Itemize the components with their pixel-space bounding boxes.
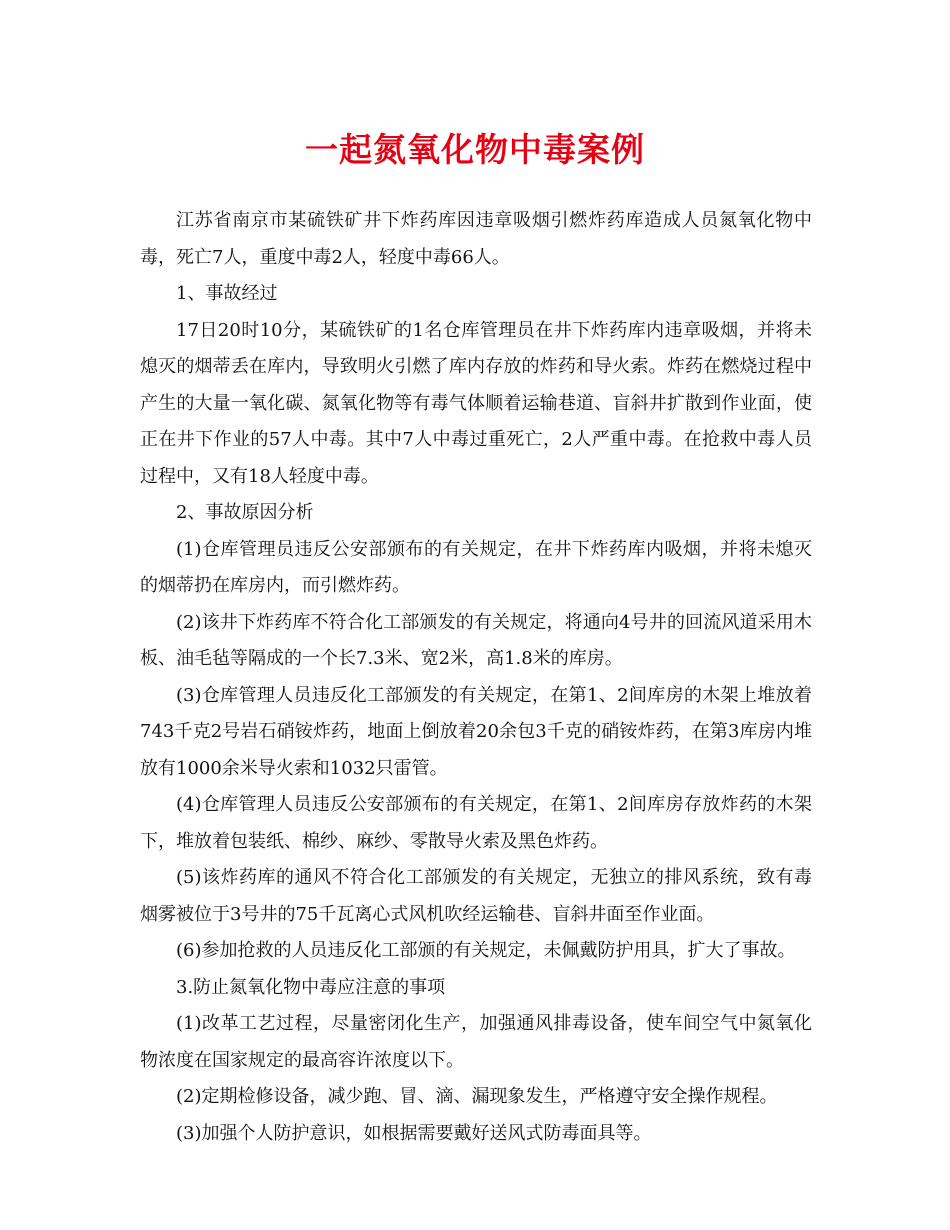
section-heading-cause-analysis: 2、事故原因分析 (176, 502, 314, 523)
paragraph-prevention-3: (3)加强个人防护意识，如根据需要戴好送风式防毒面具等。 (176, 1122, 652, 1144)
paragraph-cause-2: (2)该井下炸药库不符合化工部颁发的有关规定，将通向4号井的回流风道采用木板、油毛毡等隔成的一个长7.3米、宽2米，高1.8米的库房。 (140, 611, 812, 669)
paragraph-cause-3: (3)仓库管理人员违反化工部颁发的有关规定，在第1、2间库房的木架上堆放着743千克2号岩石硝铵炸药，地面上倒放着20余包3千克的硝铵炸药，在第3库房内堆放有1000余米导火索和1032只雷管。 (140, 684, 812, 779)
section-heading-accident-process: 1、事故经过 (176, 283, 278, 304)
paragraph-prevention-1: (1)改革工艺过程，尽量密闭化生产，加强通风排毒设备，使车间空气中氮氧化物浓度在国家规定的最高容许浓度以下。 (140, 1013, 812, 1071)
document-title: 一起氮氧化物中毒案例 (305, 130, 645, 169)
paragraph-cause-5: (5)该炸药库的通风不符合化工部颁发的有关规定，无独立的排风系统，致有毒烟雾被位于3号井的75千瓦离心式风机吹经运输巷、盲斜井面至作业面。 (140, 867, 812, 925)
paragraph-intro: 江苏省南京市某硫铁矿井下炸药库因违章吸烟引燃炸药库造成人员氮氧化物中毒，死亡7人，重度中毒2人，轻度中毒66人。 (140, 210, 812, 268)
section-heading-prevention: 3.防止氮氧化物中毒应注意的事项 (176, 976, 446, 998)
paragraph-cause-4: (4)仓库管理人员违反公安部颁布的有关规定，在第1、2间库房存放炸药的木架下，堆放着包装纸、棉纱、麻纱、零散导火索及黑色炸药。 (140, 794, 812, 852)
paragraph-accident-process: 17日20时10分，某硫铁矿的1名仓库管理员在井下炸药库内违章吸烟，并将未熄灭的烟蒂丢在库内，导致明火引燃了库内存放的炸药和导火索。炸药在燃烧过程中产生的大量一氧化碳、氮氧化物等有毒气体顺着运输巷道、盲斜井扩散到作业面，使正在井下作业的57人中毒。其中7人中毒过重死亡，2人严重中毒。在抢救中毒人员过程中，又有18人轻度中毒。 (140, 319, 812, 487)
document-body (140, 203, 812, 1152)
paragraph-cause-1: (1)仓库管理员违反公安部颁布的有关规定，在井下炸药库内吸烟，并将未熄灭的烟蒂扔在库房内，而引燃炸药。 (140, 538, 812, 596)
paragraph-prevention-2: (2)定期检修设备，减少跑、冒、滴、漏现象发生，严格遵守安全操作规程。 (176, 1086, 778, 1107)
paragraph-cause-6: (6)参加抢救的人员违反化工部颁的有关规定，未佩戴防护用具，扩大了事故。 (176, 940, 796, 961)
